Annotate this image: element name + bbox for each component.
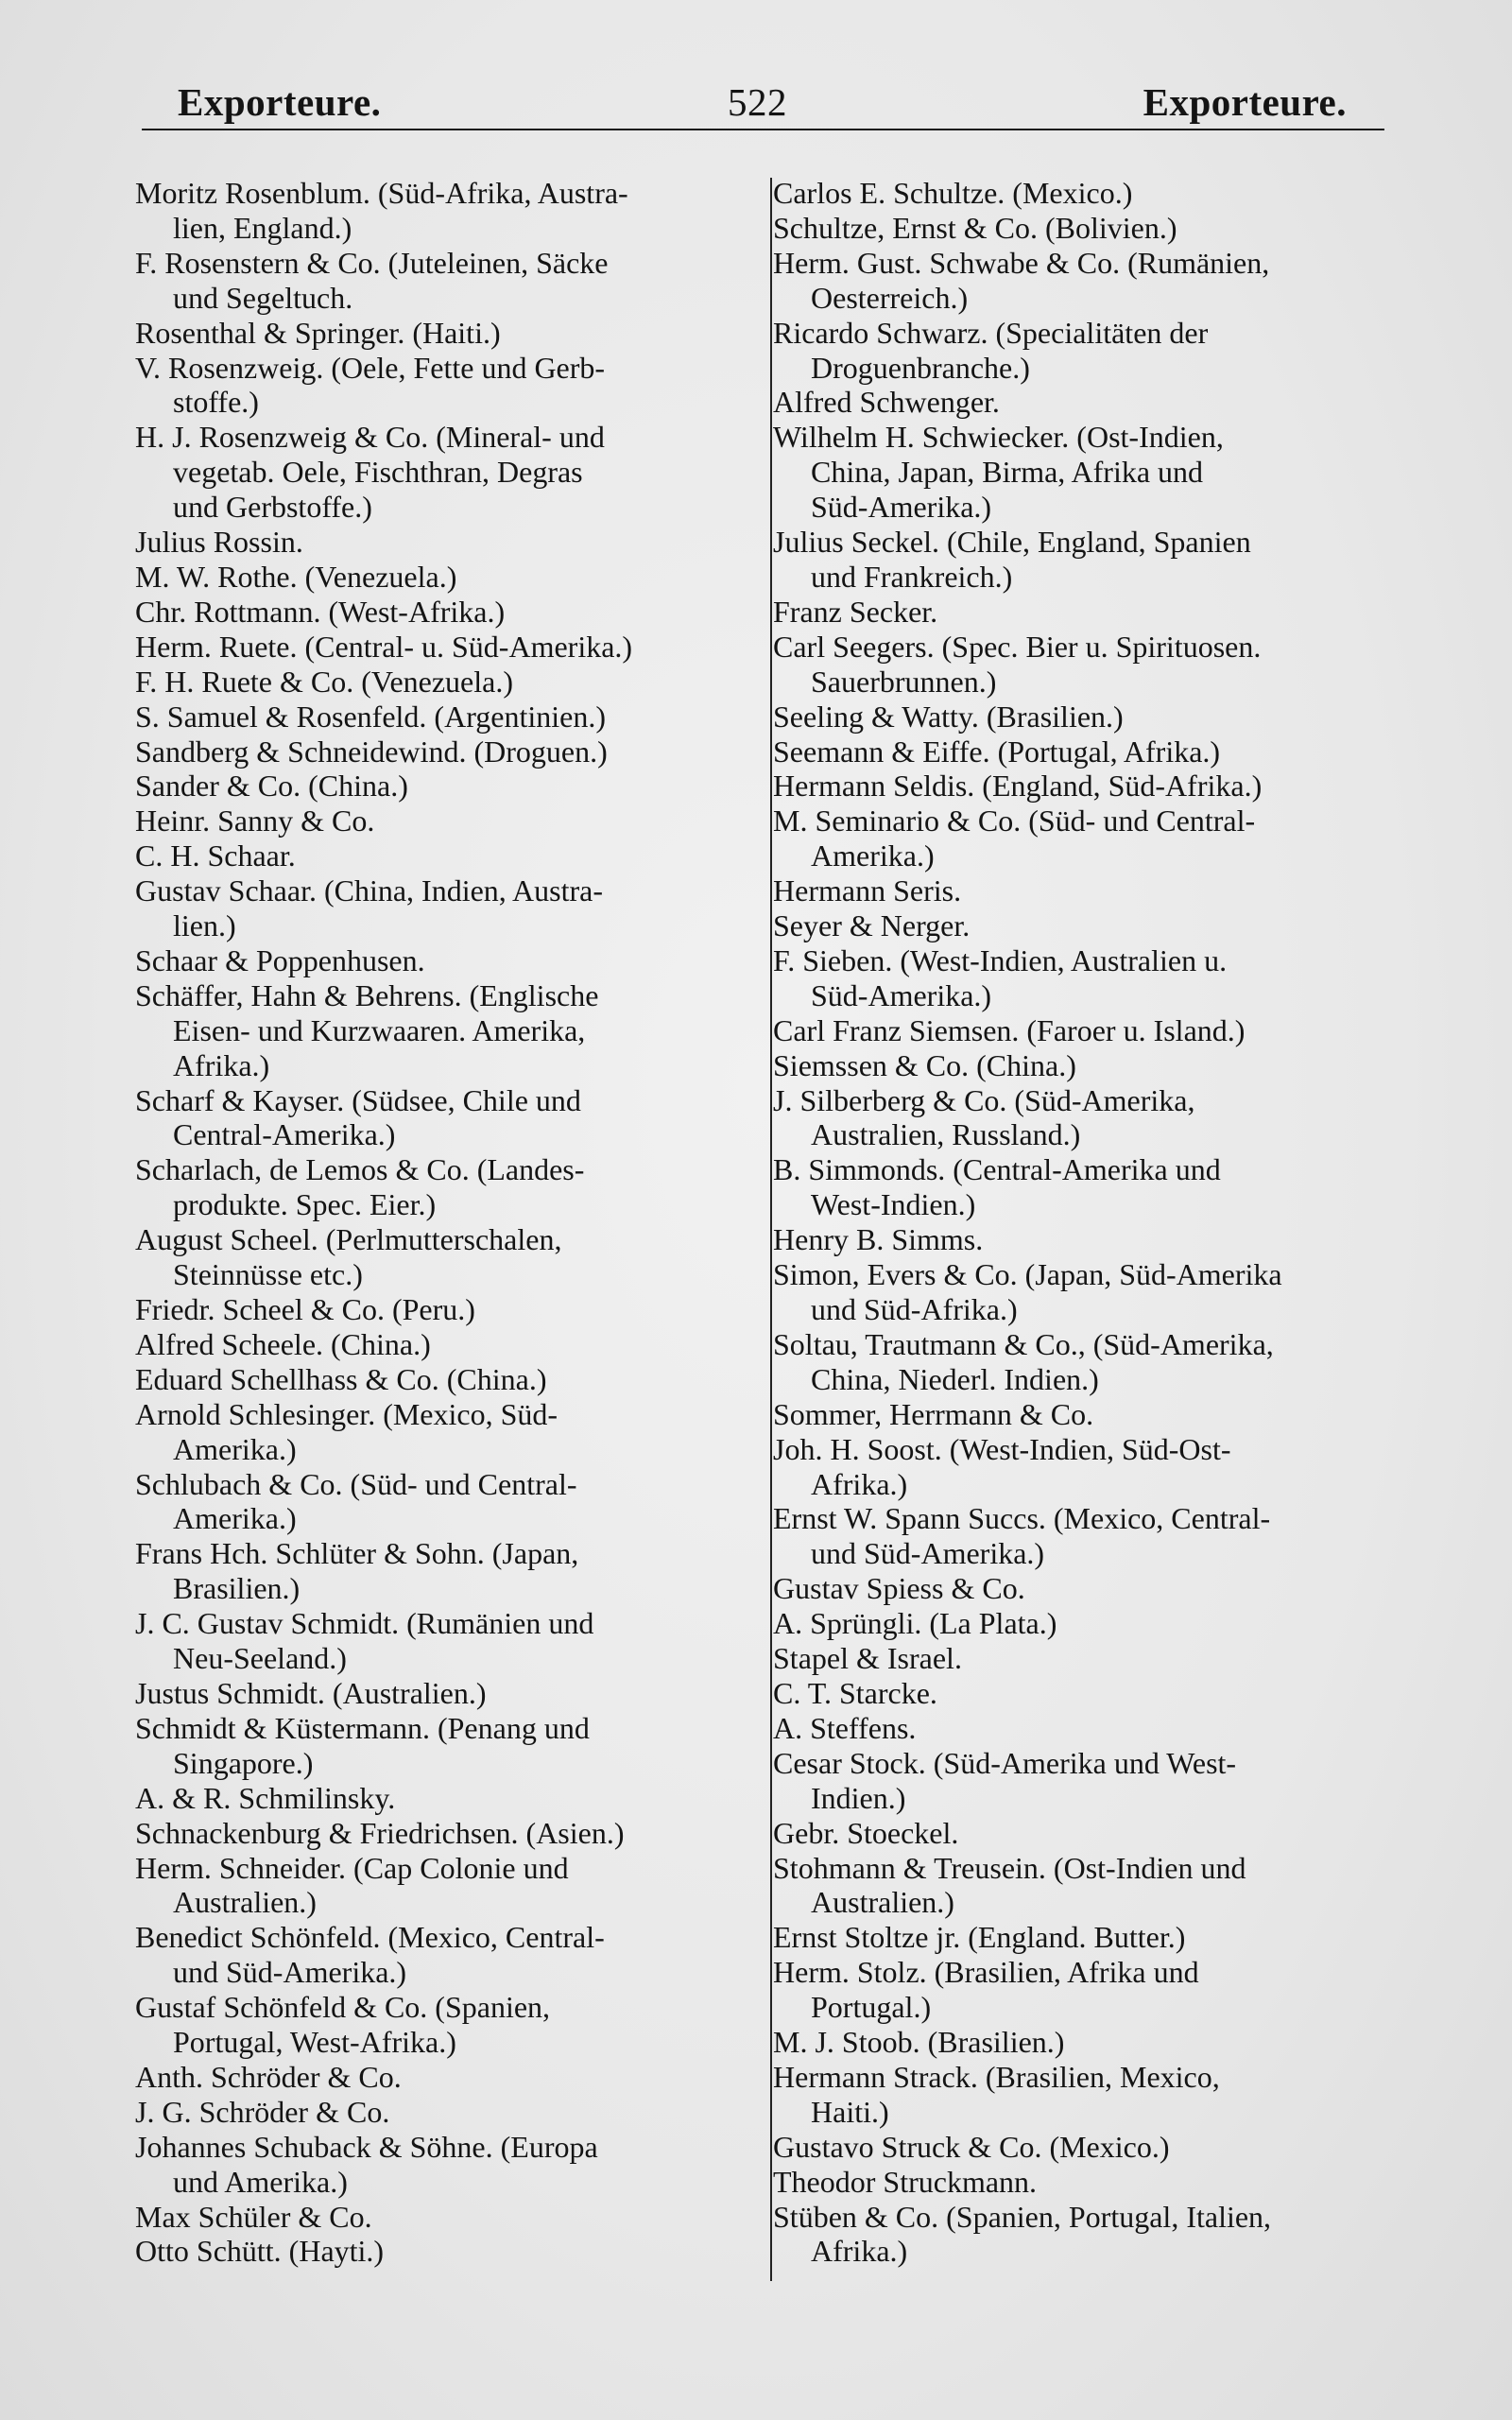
directory-entry (135, 1536, 759, 1606)
entry-line: Otto Schütt. (Hayti.) (135, 2234, 385, 2269)
directory-entry (773, 1501, 1411, 1571)
directory-entry (135, 351, 759, 421)
directory-entry (773, 1257, 1411, 1327)
entry-line: A. Sprüngli. (La Plata.) (773, 1606, 1057, 1641)
entry-line: Carl Seegers. (Spec. Bier u. Spirituosen. (773, 629, 1262, 664)
entry-line: Herm. Gust. Schwabe & Co. (Rumänien, (773, 245, 1270, 280)
entry-line: Ernst W. Spann Succs. (Mexico, Central- (773, 1501, 1271, 1536)
entry-line: J. G. Schröder & Co. (135, 2094, 390, 2129)
entry-continuation-line: Eisen- und Kurzwaaren. Amerika, (173, 1012, 586, 1047)
directory-entry (773, 246, 1411, 316)
entry-line: F. Rosenstern & Co. (Juteleinen, Säcke (135, 245, 609, 280)
directory-entry (773, 420, 1411, 525)
entry-continuation-line: Afrika.) (811, 1466, 908, 1501)
entry-line: Ernst Stoltze jr. (England. Butter.) (773, 1920, 1186, 1955)
entry-line: Siemssen & Co. (China.) (773, 1047, 1076, 1082)
entry-continuation-line: Singapore.) (173, 1745, 314, 1780)
directory-entry (135, 2060, 759, 2095)
running-head-left: Exporteure. (178, 80, 382, 124)
directory-entry (773, 2165, 1411, 2200)
entry-continuation-line: Indien.) (811, 1780, 906, 1815)
running-head-right: Exporteure. (1143, 80, 1347, 124)
entry-line: Sandberg & Schneidewind. (Droguen.) (135, 734, 608, 769)
directory-entry (135, 316, 759, 351)
entry-line: Seemann & Eiffe. (Portugal, Afrika.) (773, 734, 1221, 769)
entry-continuation-line: und Süd-Afrika.) (811, 1292, 1018, 1326)
entry-continuation-line: Brasilien.) (173, 1571, 301, 1606)
entry-continuation-line: China, Japan, Birma, Afrika und (811, 455, 1204, 490)
entry-line: Gustav Schaar. (China, Indien, Austra- (135, 873, 603, 908)
directory-entry (773, 873, 1411, 908)
entry-continuation-line: Amerika.) (173, 1501, 297, 1536)
entry-continuation-line: Sauerbrunnen.) (811, 664, 997, 699)
directory-entry (135, 630, 759, 665)
directory-entry (773, 176, 1411, 211)
entry-line: F. H. Ruete & Co. (Venezuela.) (135, 664, 513, 699)
directory-entry (773, 1327, 1411, 1397)
entry-line: Heinr. Sanny & Co. (135, 804, 375, 838)
entry-line: Soltau, Trautmann & Co., (Süd-Amerika, (773, 1326, 1274, 1361)
entry-continuation-line: vegetab. Oele, Fischthran, Degras (173, 455, 583, 490)
directory-entry (135, 978, 759, 1083)
entry-continuation-line: und Frankreich.) (811, 559, 1013, 594)
directory-entry (773, 1676, 1411, 1711)
entry-line: Scharlach, de Lemos & Co. (Landes- (135, 1152, 585, 1187)
entry-line: Gustavo Struck & Co. (Mexico.) (773, 2129, 1170, 2164)
directory-entry (135, 1152, 759, 1222)
entry-line: Stohmann & Treusein. (Ost-Indien und (773, 1850, 1246, 1885)
entry-line: Arnold Schlesinger. (Mexico, Süd- (135, 1396, 558, 1431)
page-number: 522 (728, 80, 787, 124)
directory-entry (773, 1606, 1411, 1641)
directory-entry (135, 2095, 759, 2130)
entry-line: Anth. Schröder & Co. (135, 2059, 402, 2094)
directory-entry (135, 1083, 759, 1153)
entry-line: Julius Rossin. (135, 525, 303, 560)
entry-line: Alfred Schwenger. (773, 385, 1000, 420)
entry-line: Sander & Co. (China.) (135, 769, 408, 804)
directory-entry (135, 1222, 759, 1292)
directory-entry (773, 804, 1411, 873)
entry-continuation-line: Portugal.) (811, 1990, 932, 2025)
directory-entry (135, 1362, 759, 1397)
directory-entry (135, 2234, 759, 2269)
directory-entry (773, 1746, 1411, 1816)
directory-entry (773, 1048, 1411, 1083)
entry-line: Herm. Ruete. (Central- u. Süd-Amerika.) (135, 629, 633, 664)
entry-line: Eduard Schellhass & Co. (China.) (135, 1361, 547, 1396)
entry-line: Carl Franz Siemsen. (Faroer u. Island.) (773, 1012, 1246, 1047)
entry-continuation-line: Droguenbranche.) (811, 350, 1030, 385)
directory-entry (135, 1990, 759, 2060)
directory-entry (773, 1397, 1411, 1432)
directory-entry (773, 1955, 1411, 2025)
directory-entry (773, 1222, 1411, 1257)
entry-line: Schlubach & Co. (Süd- und Central- (135, 1466, 577, 1501)
entry-line: Schultze, Ernst & Co. (Bolivien.) (773, 210, 1177, 245)
entry-line: Justus Schmidt. (Australien.) (135, 1675, 487, 1710)
entry-line: Stüben & Co. (Spanien, Portugal, Italien, (773, 2199, 1272, 2234)
page-header (142, 74, 1384, 130)
entry-line: Hermann Strack. (Brasilien, Mexico, (773, 2059, 1220, 2094)
directory-entry (135, 525, 759, 560)
entry-line: Hermann Seris. (773, 873, 962, 908)
directory-entry (135, 1327, 759, 1362)
entry-line: Rosenthal & Springer. (Haiti.) (135, 315, 501, 350)
directory-entry (135, 1606, 759, 1676)
directory-entry (773, 385, 1411, 420)
entry-continuation-line: Australien.) (173, 1885, 317, 1920)
directory-entry (135, 1711, 759, 1781)
directory-entry (773, 943, 1411, 1013)
directory-entry (135, 420, 759, 525)
entry-line: Joh. H. Soost. (West-Indien, Süd-Ost- (773, 1431, 1231, 1466)
directory-entry (135, 735, 759, 769)
entry-line: M. J. Stoob. (Brasilien.) (773, 2025, 1065, 2060)
directory-entry (773, 1432, 1411, 1502)
directory-entry (773, 2200, 1411, 2270)
directory-entry (135, 804, 759, 838)
entry-line: Gebr. Stoeckel. (773, 1815, 959, 1850)
directory-entry (135, 700, 759, 735)
entry-line: C. H. Schaar. (135, 838, 296, 873)
directory-entry (773, 1641, 1411, 1676)
entry-continuation-line: Afrika.) (811, 2234, 908, 2269)
directory-entry (135, 2200, 759, 2235)
entry-line: S. Samuel & Rosenfeld. (Argentinien.) (135, 699, 606, 734)
directory-entry (773, 630, 1411, 700)
directory-entry (773, 525, 1411, 595)
directory-entry (135, 665, 759, 700)
directory-entry (135, 595, 759, 630)
entry-continuation-line: Amerika.) (811, 838, 935, 873)
entry-line: Theodor Struckmann. (773, 2164, 1038, 2199)
directory-entry (773, 316, 1411, 386)
directory-entry (135, 943, 759, 978)
entry-line: Friedr. Scheel & Co. (Peru.) (135, 1292, 475, 1326)
entry-line: A. & R. Schmilinsky. (135, 1780, 396, 1815)
entry-line: Stapel & Israel. (773, 1641, 962, 1676)
entry-continuation-line: Portugal, West-Afrika.) (173, 2025, 456, 2060)
entry-continuation-line: Süd-Amerika.) (811, 977, 992, 1012)
entry-line: Carlos E. Schultze. (Mexico.) (773, 176, 1133, 210)
entry-line: Franz Secker. (773, 594, 938, 629)
left-column (135, 176, 759, 2269)
directory-entry (773, 2025, 1411, 2060)
entry-line: Schäffer, Hahn & Behrens. (Englische (135, 977, 599, 1012)
entry-continuation-line: und Amerika.) (173, 2164, 348, 2199)
entry-line: Seeling & Watty. (Brasilien.) (773, 699, 1124, 734)
directory-entry (773, 735, 1411, 769)
entry-line: C. T. Starcke. (773, 1675, 937, 1710)
entry-line: M. W. Rothe. (Venezuela.) (135, 559, 457, 594)
entry-line: Henry B. Simms. (773, 1222, 984, 1257)
entry-line: B. Simmonds. (Central-Amerika und (773, 1152, 1221, 1187)
directory-entry (773, 595, 1411, 630)
entry-line: Johannes Schuback & Söhne. (Europa (135, 2129, 598, 2164)
entry-line: Ricardo Schwarz. (Specialitäten der (773, 315, 1209, 350)
directory-entry (135, 1397, 759, 1467)
directory-entry (135, 1781, 759, 1816)
directory-entry (135, 769, 759, 804)
directory-entry (135, 1920, 759, 1990)
directory-entry (773, 1013, 1411, 1048)
entry-line: Simon, Evers & Co. (Japan, Süd-Amerika (773, 1257, 1282, 1292)
entry-line: Max Schüler & Co. (135, 2199, 372, 2234)
directory-entry (773, 1816, 1411, 1851)
entry-line: Herm. Schneider. (Cap Colonie und (135, 1850, 569, 1885)
directory-entry (773, 1920, 1411, 1955)
entry-line: F. Sieben. (West-Indien, Australien u. (773, 942, 1228, 977)
entry-line: A. Steffens. (773, 1710, 917, 1745)
entry-line: Julius Seckel. (Chile, England, Spanien (773, 525, 1251, 560)
directory-entry (773, 1571, 1411, 1606)
entry-continuation-line: und Süd-Amerika.) (811, 1536, 1045, 1571)
entry-continuation-line: produkte. Spec. Eier.) (173, 1187, 437, 1222)
entry-line: H. J. Rosenzweig & Co. (Mineral- und (135, 420, 605, 455)
entry-continuation-line: Amerika.) (173, 1431, 297, 1466)
entry-line: Scharf & Kayser. (Südsee, Chile und (135, 1082, 581, 1117)
entry-continuation-line: Haiti.) (811, 2094, 889, 2129)
directory-entry (773, 700, 1411, 735)
directory-entry (773, 2130, 1411, 2165)
entry-continuation-line: Oesterreich.) (811, 280, 969, 315)
directory-entry (135, 1676, 759, 1711)
entry-line: Chr. Rottmann. (West-Afrika.) (135, 594, 506, 629)
directory-entry (135, 1292, 759, 1327)
entry-line: Herm. Stolz. (Brasilien, Afrika und (773, 1955, 1199, 1990)
entry-line: Frans Hch. Schlüter & Sohn. (Japan, (135, 1536, 579, 1571)
entry-continuation-line: Neu-Seeland.) (173, 1641, 347, 1676)
entry-line: Benedict Schönfeld. (Mexico, Central- (135, 1920, 605, 1955)
directory-entry (135, 1467, 759, 1537)
entry-continuation-line: und Segeltuch. (173, 280, 353, 315)
directory-entry (773, 2060, 1411, 2130)
directory-entry (773, 1152, 1411, 1222)
directory-entry (135, 176, 759, 246)
entry-line: M. Seminario & Co. (Süd- und Central- (773, 804, 1256, 838)
entry-line: Gustav Spiess & Co. (773, 1571, 1025, 1606)
entry-line: Alfred Scheele. (China.) (135, 1326, 431, 1361)
directory-entry (135, 873, 759, 943)
entry-line: V. Rosenzweig. (Oele, Fette und Gerb- (135, 350, 606, 385)
directory-entry (135, 2130, 759, 2200)
entry-continuation-line: West-Indien.) (811, 1187, 976, 1222)
directory-entry (773, 1711, 1411, 1746)
entry-line: Schaar & Poppenhusen. (135, 942, 425, 977)
entry-line: Gustaf Schönfeld & Co. (Spanien, (135, 1990, 551, 2025)
entry-line: J. C. Gustav Schmidt. (Rumänien und (135, 1606, 594, 1641)
directory-entry (773, 1083, 1411, 1153)
directory-entry (773, 211, 1411, 246)
entry-line: Wilhelm H. Schwiecker. (Ost-Indien, (773, 420, 1224, 455)
directory-entry (135, 1851, 759, 1921)
entry-line: August Scheel. (Perlmutterschalen, (135, 1222, 562, 1257)
entry-continuation-line: und Süd-Amerika.) (173, 1955, 407, 1990)
entry-continuation-line: lien.) (173, 908, 236, 943)
entry-continuation-line: und Gerbstoffe.) (173, 490, 372, 525)
directory-entry (773, 1851, 1411, 1921)
entry-line: Moritz Rosenblum. (Süd-Afrika, Austra- (135, 176, 628, 210)
entry-continuation-line: Central-Amerika.) (173, 1117, 396, 1152)
entry-continuation-line: Australien, Russland.) (811, 1117, 1081, 1152)
entry-continuation-line: Süd-Amerika.) (811, 490, 992, 525)
entry-line: Sommer, Herrmann & Co. (773, 1396, 1094, 1431)
directory-entry (135, 560, 759, 595)
entry-line: Hermann Seldis. (England, Süd-Afrika.) (773, 769, 1263, 804)
right-column (773, 176, 1411, 2269)
directory-entry (135, 246, 759, 316)
entry-line: J. Silberberg & Co. (Süd-Amerika, (773, 1082, 1195, 1117)
entry-continuation-line: Afrika.) (173, 1047, 270, 1082)
entry-continuation-line: Australien.) (811, 1885, 954, 1920)
entry-line: Seyer & Nerger. (773, 908, 971, 943)
entry-continuation-line: lien, England.) (173, 210, 352, 245)
directory-entry (135, 1816, 759, 1851)
entry-continuation-line: Steinnüsse etc.) (173, 1257, 363, 1292)
directory-entry (773, 908, 1411, 943)
entry-line: Schmidt & Küstermann. (Penang und (135, 1710, 590, 1745)
column-divider (770, 178, 772, 2281)
entry-line: Cesar Stock. (Süd-Amerika und West- (773, 1745, 1237, 1780)
directory-entry (135, 838, 759, 873)
directory-entry (773, 769, 1411, 804)
entry-line: Schnackenburg & Friedrichsen. (Asien.) (135, 1815, 625, 1850)
entry-continuation-line: China, Niederl. Indien.) (811, 1361, 1099, 1396)
entry-continuation-line: stoffe.) (173, 385, 259, 420)
